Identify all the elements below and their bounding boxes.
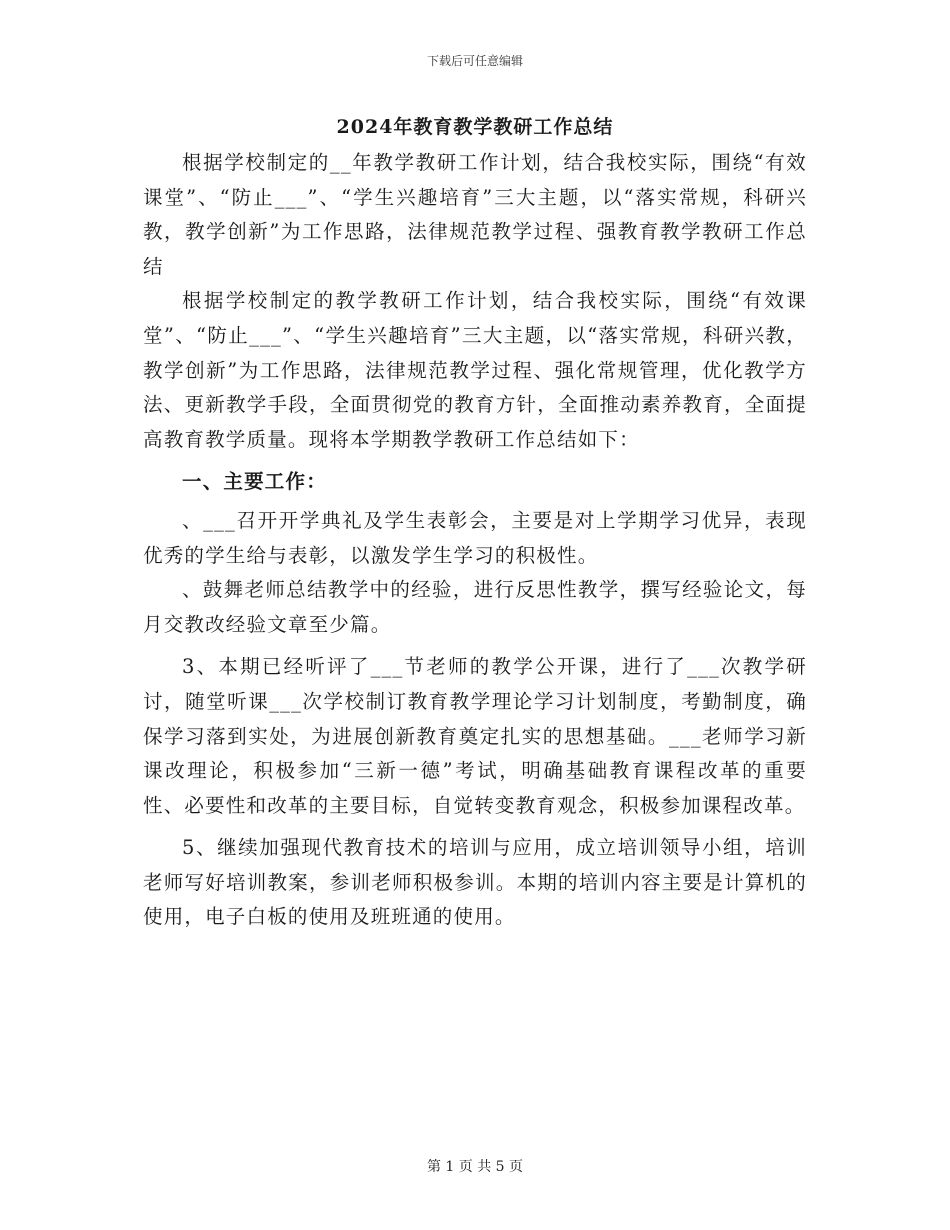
paragraph-intro-2: 根据学校制定的教学教研工作计划，结合我校实际，围绕“有效课堂”、“防止___”、“学生兴趣培育”三大主题，以“落实常规，科研兴教，教学创新”为工作思路，法律规范教学过程、强化常规管理，优化教学方法、更新教学手段，全面贯彻党的教育方针，全面推动素养教育，全面提高教育教学质量。现将本学期教学教研工作总结如下： (143, 289, 807, 451)
paragraph-item-5: 5、继续加强现代教育技术的培训与应用，成立培训领导小组，培训老师写好培训教案，参训老师积极参训。本期的培训内容主要是计算机的使用，电子白板的使用及班班通的使用。 (143, 836, 807, 929)
section-heading-main-work: 一、主要工作： (182, 470, 327, 494)
paragraph-item-3: 3、本期已经听评了___节老师的教学公开课，进行了___次教学研讨，随堂听课___次学校制订教育教学理论学习计划制度，考勤制度，确保学习落到实处，为进展创新教育奠定扎实的思想基础。___老师学习新课改理论，积极参加“三新一德”考试，明确基础教育课程改革的重要性、必要性和改革的主要目标，自觉转变教育观念，积极参加课程改革。 (143, 655, 807, 817)
document-title: 2024年教育教学教研工作总结 (336, 116, 614, 138)
paragraph-item-opening-ceremony: 、___召开开学典礼及学生表彰会，主要是对上学期学习优异，表现优秀的学生给与表彰，以激发学生学习的积极性。 (143, 508, 807, 567)
document-body (143, 146, 807, 935)
page-header-note: 下载后可任意编辑 (426, 54, 523, 68)
paragraph-intro-1: 根据学校制定的__年教学教研工作计划，结合我校实际，围绕“有效课堂”、“防止___”、“学生兴趣培育”三大主题，以“落实常规，科研兴教，教学创新”为工作思路，法律规范教学过程、强教育教学教研工作总结 (143, 151, 807, 278)
page-number: 第 1 页 共 5 页 (426, 1159, 524, 1175)
paragraph-item-teaching-experience: 、鼓舞老师总结教学中的经验，进行反思性教学，撰写经验论文，每月交教改经验文章至少篇。 (143, 578, 807, 636)
